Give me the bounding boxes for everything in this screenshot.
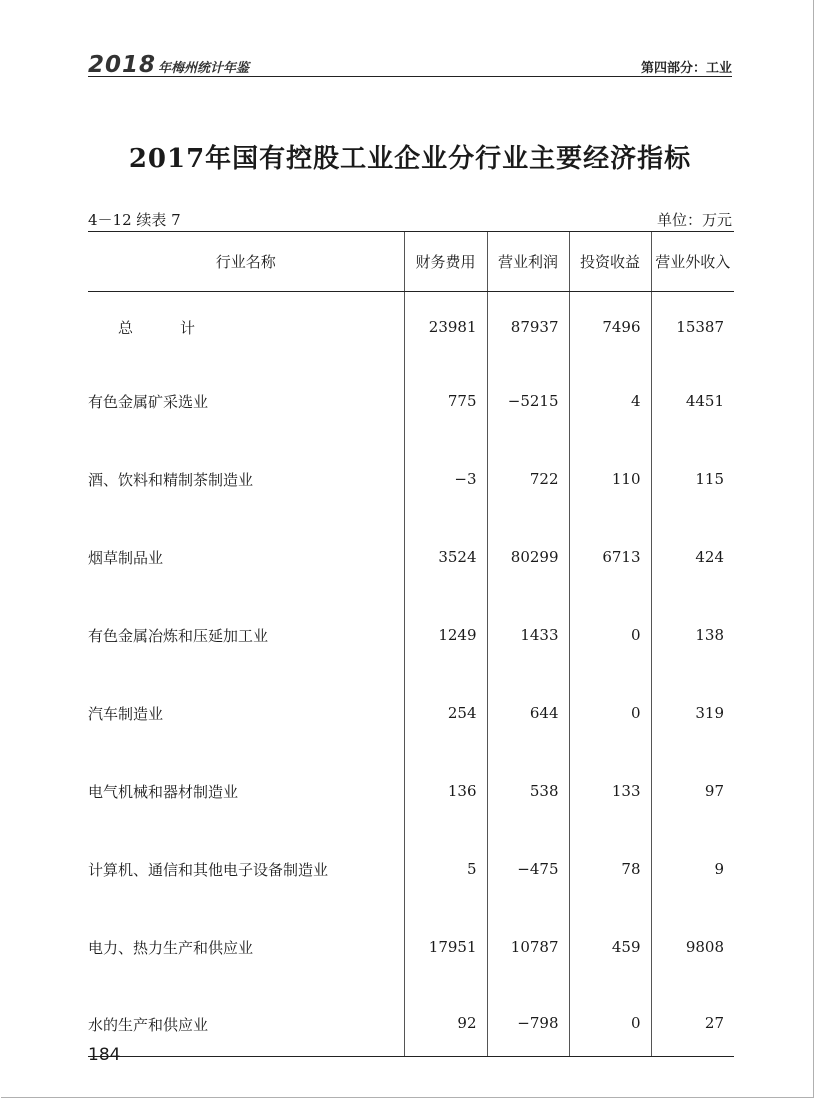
table-row (88, 986, 734, 1057)
table-row (88, 908, 734, 986)
row-name: 计算机、通信和其他电子设备制造业 (88, 860, 329, 879)
cell-investment-income: 6713 (569, 518, 651, 596)
table-row (88, 752, 734, 830)
yearbook-title (88, 52, 249, 78)
table-code: 4－12 续表 7 (88, 211, 181, 229)
cell-operating-profit: 10787 (487, 908, 569, 986)
row-name: 有色金属冶炼和压延加工业 (88, 626, 269, 645)
cell-finance-cost: 775 (404, 362, 487, 440)
cell-investment-income: 7496 (569, 292, 651, 363)
cell-investment-income: 110 (569, 440, 651, 518)
row-name: 总 计 (118, 318, 212, 337)
cell-finance-cost: 5 (404, 830, 487, 908)
unit-label: 单位：万元 (656, 211, 732, 229)
cell-non-operating-income: 4451 (651, 362, 734, 440)
table-row-total (88, 292, 734, 363)
cell-non-operating-income: 97 (651, 752, 734, 830)
cell-operating-profit: 87937 (487, 292, 569, 363)
row-name: 汽车制造业 (88, 704, 164, 723)
cell-non-operating-income: 424 (651, 518, 734, 596)
cell-finance-cost: 136 (404, 752, 487, 830)
cell-finance-cost: −3 (404, 440, 487, 518)
cell-investment-income: 4 (569, 362, 651, 440)
column-header-investment-income: 投资收益 (569, 232, 651, 292)
table-row (88, 830, 734, 908)
table-row (88, 440, 734, 518)
cell-non-operating-income: 9 (651, 830, 734, 908)
page-title: 2017年国有控股工业企业分行业主要经济指标 (128, 144, 692, 174)
page-number: 184 (88, 1045, 121, 1065)
table-header-row (88, 232, 734, 292)
table-row (88, 518, 734, 596)
cell-investment-income: 0 (569, 674, 651, 752)
cell-finance-cost: 1249 (404, 596, 487, 674)
column-header-finance-cost: 财务费用 (404, 232, 487, 292)
table-row (88, 362, 734, 440)
table-row (88, 596, 734, 674)
header-section: 第四部分：工业 (640, 61, 732, 76)
cell-investment-income: 0 (569, 986, 651, 1057)
cell-finance-cost: 254 (404, 674, 487, 752)
row-name: 电气机械和器材制造业 (88, 782, 239, 801)
cell-non-operating-income: 27 (651, 986, 734, 1057)
row-name: 水的生产和供应业 (88, 986, 404, 1057)
cell-non-operating-income: 319 (651, 674, 734, 752)
cell-non-operating-income: 115 (651, 440, 734, 518)
row-name: 有色金属矿采选业 (88, 392, 209, 411)
row-name: 电力、热力生产和供应业 (88, 938, 254, 957)
cell-non-operating-income: 15387 (651, 292, 734, 363)
cell-operating-profit: 80299 (487, 518, 569, 596)
cell-investment-income: 459 (569, 908, 651, 986)
cell-investment-income: 0 (569, 596, 651, 674)
row-name: 酒、饮料和精制茶制造业 (88, 470, 254, 489)
running-header (88, 52, 732, 77)
header-year: 2018 (88, 52, 157, 78)
cell-investment-income: 78 (569, 830, 651, 908)
cell-finance-cost: 17951 (404, 908, 487, 986)
cell-finance-cost: 92 (404, 986, 487, 1057)
table-subline (88, 209, 732, 231)
cell-operating-profit: −798 (487, 986, 569, 1057)
cell-operating-profit: 644 (487, 674, 569, 752)
cell-operating-profit: 722 (487, 440, 569, 518)
cell-finance-cost: 23981 (404, 292, 487, 363)
cell-investment-income: 133 (569, 752, 651, 830)
column-header-operating-profit: 营业利润 (487, 232, 569, 292)
cell-operating-profit: 538 (487, 752, 569, 830)
cell-operating-profit: −475 (487, 830, 569, 908)
cell-finance-cost: 3524 (404, 518, 487, 596)
cell-non-operating-income: 138 (651, 596, 734, 674)
indicator-table (88, 231, 734, 1057)
cell-operating-profit: −5215 (487, 362, 569, 440)
header-yearbook: 年梅州统计年鉴 (158, 61, 250, 76)
column-header-non-operating-income: 营业外收入 (651, 232, 734, 292)
table-row (88, 674, 734, 752)
row-name: 烟草制品业 (88, 548, 164, 567)
cell-non-operating-income: 9808 (651, 908, 734, 986)
cell-operating-profit: 1433 (487, 596, 569, 674)
column-header-industry: 行业名称 (88, 232, 404, 292)
